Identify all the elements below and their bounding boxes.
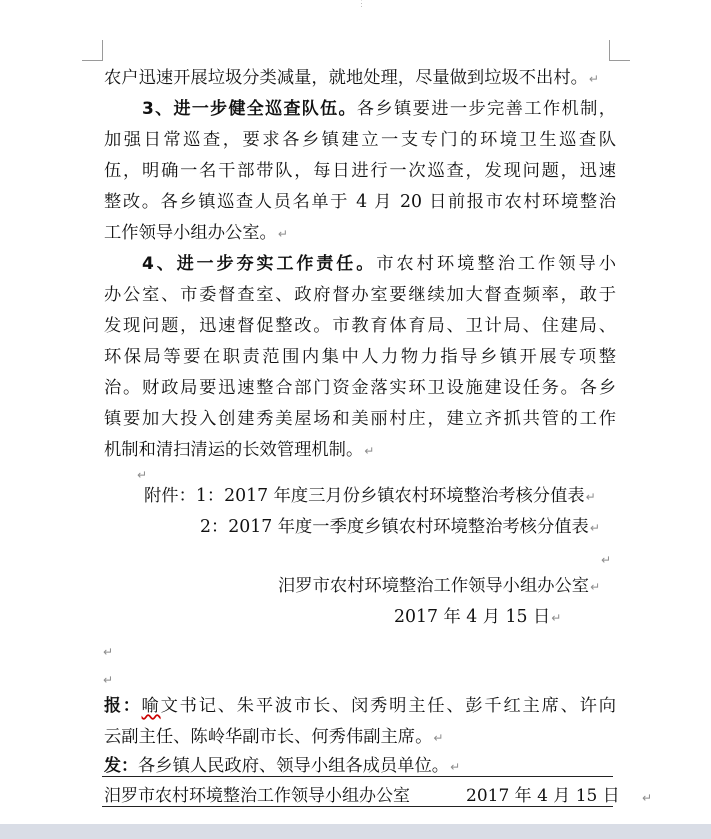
report-to-line-2[interactable]: 云副主任、陈岭华副市长、何秀伟副主席。↵	[104, 727, 444, 747]
section4-heading: 4、进一步夯实工作责任。	[142, 254, 377, 274]
signature-date[interactable]: 2017 年 4 月 15 日↵	[394, 607, 562, 627]
section3-line-5[interactable]: 工作领导小组办公室。↵	[104, 223, 288, 243]
section4-line-6[interactable]: 镇要加大投入创建秀美屋场和美丽村庄，建立齐抓共管的工作	[104, 409, 616, 429]
send-to-label: 发：	[104, 756, 138, 776]
ruler-marker: ⋮	[357, 0, 366, 9]
signature-org[interactable]: 汨罗市农村环境整治工作领导小组办公室↵	[278, 576, 601, 596]
spellcheck-flag: 喻	[141, 696, 161, 716]
section4-line-1[interactable]: 4、进一步夯实工作责任。市农村环境整治工作领导小	[142, 254, 616, 274]
footer-rule-top	[102, 776, 613, 777]
empty-paragraph-mark[interactable]: ↵	[642, 791, 653, 805]
section4-line-4[interactable]: 环保局等要在职责范围内集中人力物力指导乡镇开展专项整	[104, 347, 616, 367]
section3-line-3[interactable]: 伍，明确一名干部带队，每日进行一次巡查，发现问题，迅速	[104, 161, 616, 181]
report-to-label: 报：	[104, 696, 142, 716]
empty-paragraph-mark[interactable]: ↵	[103, 673, 114, 687]
report-to-line-1[interactable]: 报：喻文书记、朱平波市长、闵秀明主任、彭千红主席、许向	[104, 696, 616, 716]
footer-date[interactable]: 2017 年 4 月 15 日	[466, 786, 620, 806]
section4-line-7[interactable]: 机制和清扫清运的长效管理机制。↵	[104, 440, 375, 460]
empty-paragraph-mark[interactable]: ↵	[137, 468, 148, 482]
footer-org[interactable]: 汨罗市农村环境整治工作领导小组办公室	[104, 786, 410, 806]
section3-line-1[interactable]: 3、进一步健全巡查队伍。各乡镇要进一步完善工作机制，	[142, 99, 616, 119]
section4-line-3[interactable]: 发现问题，迅速督促整改。市教育体育局、卫计局、住建局、	[104, 316, 616, 336]
window-bottom-band	[0, 824, 711, 839]
section3-heading: 3、进一步健全巡查队伍。	[142, 99, 357, 119]
attachment-1[interactable]: 附件：1：2017 年度三月份乡镇农村环境整治考核分值表↵	[144, 486, 596, 506]
section4-line-2[interactable]: 办公室、市委督查室、政府督办室要继续加大督查频率，敢于	[104, 285, 616, 305]
section4-line-5[interactable]: 治。财政局要迅速整合部门资金落实环卫设施建设任务。各乡	[104, 378, 616, 398]
empty-paragraph-mark[interactable]: ↵	[601, 553, 612, 567]
paragraph-end-line[interactable]: 农户迅速开展垃圾分类减量，就地处理，尽量做到垃圾不出村。↵	[104, 68, 599, 88]
empty-paragraph-mark[interactable]: ↵	[103, 645, 114, 659]
attachment-2[interactable]: 2：2017 年度一季度乡镇农村环境整治考核分值表↵	[200, 517, 600, 537]
crop-mark-top-left	[82, 40, 103, 61]
section3-line-2[interactable]: 加强日常巡查，要求各乡镇建立一支专门的环境卫生巡查队	[104, 130, 616, 150]
footer-rule-bottom	[102, 806, 613, 807]
crop-mark-top-right	[609, 40, 630, 61]
section3-line-4[interactable]: 整改。各乡镇巡查人员名单于 4 月 20 日前报市农村环境整治	[104, 192, 616, 212]
send-to-line[interactable]: 发：各乡镇人民政府、领导小组各成员单位。↵	[104, 756, 461, 776]
